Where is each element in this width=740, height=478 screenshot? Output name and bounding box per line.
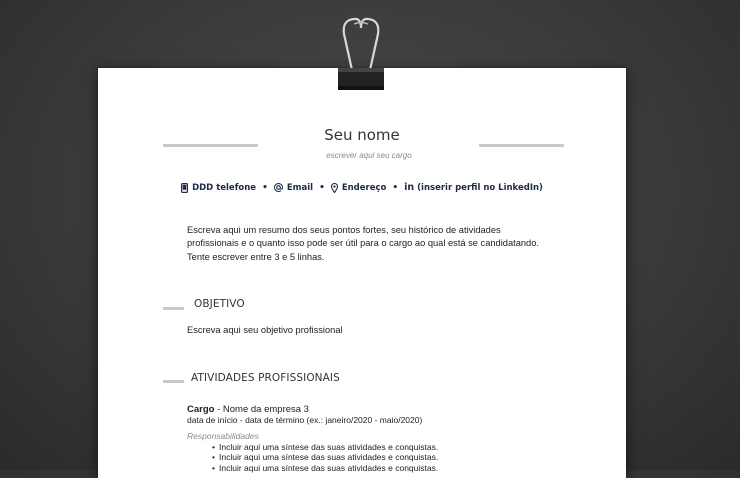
summary-line: profissionais e o quanto isso pode ser útil para o cargo ao qual está se candidatando. — [187, 238, 539, 249]
contact-separator: • — [262, 182, 268, 193]
binder-clip-icon — [330, 14, 392, 94]
list-item: • Incluir aqui uma síntese das suas atividades e conquistas. — [212, 463, 438, 473]
list-item: • Incluir aqui uma síntese das suas atividades e conquistas. — [212, 442, 438, 452]
resume-job-title: escrever aqui seu cargo — [326, 151, 412, 160]
objective-heading: OBJETIVO — [194, 298, 245, 310]
contact-address: Endereço — [341, 182, 387, 193]
experience-heading: ATIVIDADES PROFISSIONAIS — [191, 372, 340, 384]
resume-name: Seu nome — [324, 126, 400, 144]
list-item: • Incluir aqui uma síntese das suas atividades e conquistas. — [212, 452, 438, 462]
contact-email: Email — [286, 182, 314, 193]
name-divider-right — [479, 144, 564, 147]
job-company: - Nome da empresa 3 — [214, 404, 309, 415]
name-divider-left — [163, 144, 258, 147]
contact-linkedin: (inserir perfil no LinkedIn) — [417, 182, 543, 193]
responsibilities-list — [212, 442, 438, 473]
responsibilities-label: Responsabilidades — [187, 431, 259, 441]
summary-line: Escreva aqui um resumo dos seus pontos fortes, seu histórico de atividades — [187, 225, 501, 235]
objective-text: Escreva aqui seu objetivo profissional — [187, 325, 343, 335]
job-dates: data de início - data de término (ex.: janeiro/2020 - maio/2020) — [187, 415, 423, 425]
contact-separator: • — [319, 182, 325, 193]
at-icon — [274, 183, 283, 192]
summary-line: Tente escrever entre 3 e 5 linhas. — [187, 251, 325, 262]
contact-separator: • — [392, 182, 399, 193]
linkedin-icon: in — [404, 182, 415, 193]
experience-heading-bar — [163, 380, 184, 383]
location-pin-icon — [331, 183, 338, 193]
contact-line — [98, 182, 626, 193]
job-heading — [187, 404, 309, 415]
job-role: Cargo — [187, 404, 215, 415]
resume-page — [98, 68, 626, 478]
phone-icon — [181, 183, 188, 193]
objective-heading-bar — [163, 307, 184, 310]
resume-summary — [187, 224, 567, 264]
contact-phone: DDD telefone — [192, 182, 257, 193]
